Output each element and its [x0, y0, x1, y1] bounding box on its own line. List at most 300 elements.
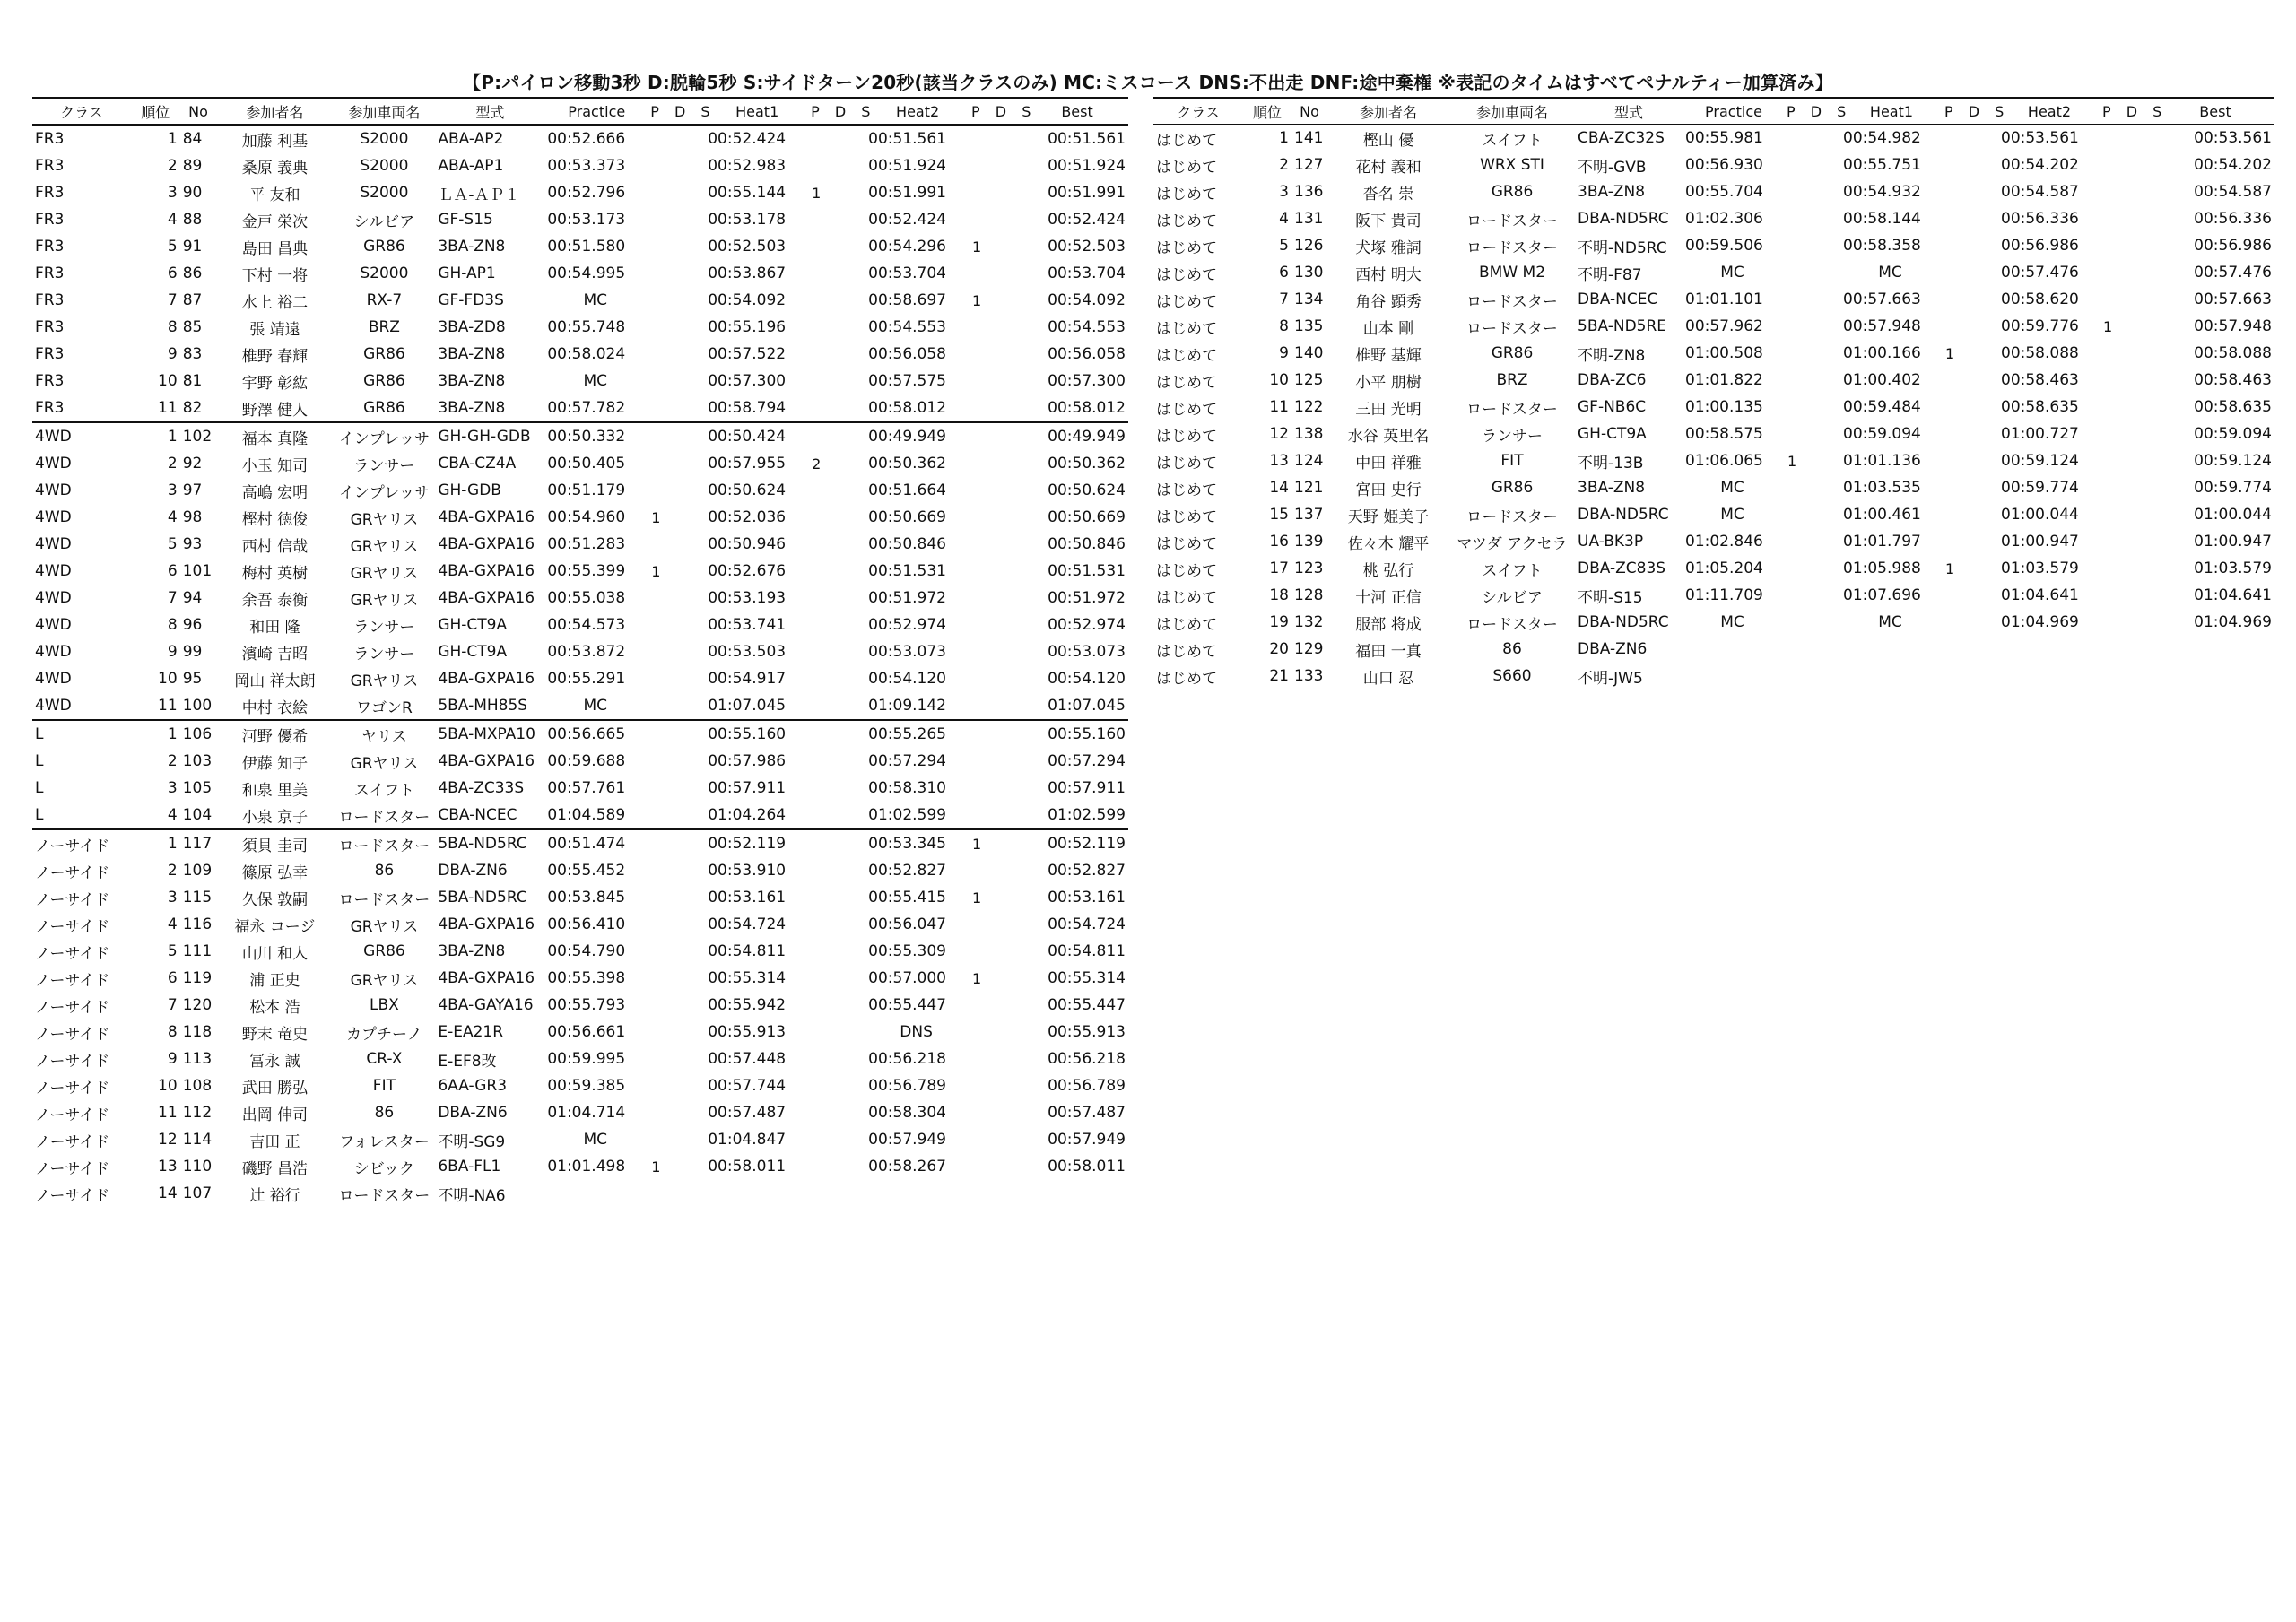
heat1-penalty-cell	[809, 938, 865, 965]
practice-time-cell: 00:55.704	[1685, 183, 1763, 201]
heat1-time-cell: 00:53.867	[708, 265, 787, 282]
model-code-cell: DBA-ZC83S	[1578, 559, 1666, 577]
table-row	[1153, 582, 2274, 609]
heat1-time-cell: 00:53.910	[708, 862, 787, 880]
heat2-penalty-cell	[970, 1072, 1026, 1099]
table-row	[1153, 205, 2274, 232]
best-time-cell: 00:58.635	[2194, 398, 2272, 416]
practice-penalty-cell	[648, 1045, 705, 1072]
header-no: No	[180, 98, 217, 125]
car-number-cell: 125	[1294, 371, 1324, 389]
heat2-time-cell: 00:58.304	[868, 1104, 946, 1122]
driver-name-cell: 樫山 優	[1362, 131, 1414, 150]
heat2-time-cell: 00:56.218	[868, 1050, 946, 1068]
driver-name-cell: 須貝 圭司	[216, 829, 333, 857]
practice-time-cell	[1683, 663, 1785, 690]
practice-time-cell: 00:56.930	[1685, 156, 1763, 174]
driver-name-cell: 十河 正信	[1355, 588, 1422, 607]
heat2-penalty-cell	[970, 720, 1026, 748]
car-name-cell: 86	[374, 1104, 395, 1122]
heat2-time-cell: 00:54.296	[868, 238, 946, 256]
class-cell: L	[35, 752, 44, 770]
practice-penalty-cell	[1785, 609, 1840, 636]
heat1-time-cell: 00:50.424	[705, 422, 809, 450]
table-row	[32, 395, 1128, 422]
heat2-time-cell: 00:50.362	[868, 455, 946, 473]
car-number-cell: 99	[182, 643, 203, 661]
car-name-cell: GRヤリス	[350, 591, 419, 610]
heat1-time-cell: 00:54.917	[708, 670, 787, 688]
heat1-time-cell: 00:57.948	[1843, 317, 1921, 335]
heat1-penalty-cell	[809, 638, 865, 665]
best-time-cell: 00:51.924	[1048, 157, 1126, 175]
best-time-cell: 00:54.587	[2194, 183, 2272, 201]
driver-name-cell: 桑原 義典	[241, 159, 309, 178]
header-heat1-pds: P D S	[1943, 98, 1998, 125]
best-time-cell: 00:53.161	[1048, 889, 1126, 906]
heat2-penalty-cell: 1	[972, 238, 982, 256]
best-time-cell: 00:53.561	[2194, 129, 2272, 147]
driver-name-cell: 加藤 利基	[216, 125, 333, 152]
rank-cell: 14	[158, 1184, 178, 1202]
heat2-penalty-cell	[2100, 152, 2156, 178]
practice-penalty-cell	[648, 314, 705, 341]
driver-name-cell: 天野 姫美子	[1347, 507, 1430, 526]
car-name-cell: スイフト	[1482, 561, 1543, 580]
driver-name-cell: 犬塚 雅詞	[1355, 239, 1422, 257]
heat2-penalty-cell	[2100, 663, 2156, 690]
driver-name-cell: 野澤 健人	[241, 401, 309, 420]
heat1-time-cell: 01:00.402	[1843, 371, 1921, 389]
table-row	[1153, 178, 2274, 205]
car-name-cell: ワゴンR	[355, 698, 413, 717]
heat1-time-cell: 00:57.522	[708, 345, 787, 363]
heat1-penalty-cell	[1943, 663, 1998, 690]
car-name-cell: ランサー	[1482, 427, 1543, 446]
table-row	[1153, 125, 2274, 152]
model-code-cell: DBA-ND5RC	[1578, 506, 1669, 524]
best-time-cell: 01:00.947	[2194, 533, 2272, 551]
class-cell: はじめて	[1156, 427, 1217, 446]
heat2-penalty-cell	[970, 775, 1026, 802]
class-cell: はじめて	[1156, 346, 1217, 365]
heat1-time-cell	[705, 1180, 809, 1207]
model-code-cell: 4BA-GXPA16	[438, 535, 535, 553]
model-code-cell: 不明-ND5RC	[1578, 239, 1667, 257]
practice-time-cell: 00:55.981	[1685, 129, 1763, 147]
class-cell: ノーサイド	[35, 1132, 110, 1151]
heat1-penalty-cell	[809, 206, 865, 233]
car-name-cell: ランサー	[353, 645, 415, 664]
car-number-cell: 109	[182, 862, 213, 880]
practice-penalty-cell	[1785, 555, 1840, 582]
heat2-penalty-cell	[2100, 636, 2156, 663]
car-number-cell: 112	[182, 1104, 213, 1122]
header-heat1: Heat1	[705, 98, 809, 125]
best-time-cell: 00:54.202	[2194, 156, 2272, 174]
rank-cell: 1	[131, 125, 180, 152]
class-cell: はじめて	[1156, 373, 1217, 392]
best-time-cell: 00:58.011	[1048, 1158, 1126, 1175]
rank-cell: 5	[167, 535, 178, 553]
table-row	[32, 531, 1128, 558]
heat1-time-cell: 00:55.942	[708, 996, 787, 1014]
car-number-cell: 89	[182, 157, 203, 175]
car-name-cell: GR86	[363, 399, 405, 417]
heat2-penalty-cell	[970, 802, 1026, 829]
heat1-time-cell: 00:54.982	[1843, 129, 1921, 147]
class-cell: ノーサイド	[35, 998, 110, 1017]
class-cell: はじめて	[1156, 212, 1217, 230]
table-row	[32, 1180, 1128, 1207]
practice-time-cell: MC	[583, 1131, 608, 1149]
header-driver: 参加者名	[216, 98, 333, 125]
practice-time-cell: 00:55.399	[547, 562, 626, 580]
heat1-penalty-cell	[1943, 609, 1998, 636]
practice-time-cell: 01:05.204	[1685, 559, 1763, 577]
practice-penalty-cell: 1	[1787, 452, 1797, 470]
heat2-time-cell: 00:58.310	[868, 779, 946, 797]
car-name-cell: インプレッサ	[333, 422, 435, 450]
car-number-cell: 91	[182, 238, 203, 256]
table-row	[32, 802, 1128, 829]
rank-cell: 8	[167, 1023, 178, 1041]
driver-name-cell: 樫村 徳俊	[241, 510, 309, 529]
driver-name-cell: 平 友和	[249, 186, 300, 204]
practice-penalty-cell: 1	[651, 562, 661, 580]
table-row	[1153, 340, 2274, 367]
car-number-cell: 128	[1294, 586, 1324, 604]
heat1-penalty-cell	[1943, 528, 1998, 555]
practice-time-cell: 00:53.872	[547, 643, 626, 661]
class-cell: はじめて	[1156, 319, 1217, 338]
best-time-cell: 00:57.911	[1048, 779, 1126, 797]
heat2-penalty-cell	[2100, 125, 2156, 152]
heat2-penalty-cell	[2100, 609, 2156, 636]
heat1-time-cell: 00:55.314	[708, 969, 787, 987]
rank-cell: 4	[167, 211, 178, 229]
practice-time-cell: MC	[1720, 506, 1744, 524]
car-name-cell: ロードスター	[338, 890, 430, 909]
model-code-cell: E-EA21R	[438, 1023, 504, 1041]
class-cell: はじめて	[1156, 669, 1217, 688]
rank-cell: 3	[167, 889, 178, 906]
model-code-cell: DBA-ND5RC	[1578, 210, 1669, 228]
practice-penalty-cell	[1785, 178, 1840, 205]
car-number-cell: 140	[1294, 344, 1324, 362]
header-model: 型式	[435, 98, 544, 125]
heat1-time-cell: 00:55.196	[708, 318, 787, 336]
best-time-cell: 00:58.463	[2194, 371, 2272, 389]
model-code-cell: 5BA-MH85S	[438, 697, 528, 715]
best-time-cell: 01:02.599	[1048, 806, 1126, 824]
heat2-time-cell: 00:54.587	[2001, 183, 2079, 201]
class-cell: はじめて	[1156, 131, 1217, 150]
heat2-penalty-cell	[970, 260, 1026, 287]
heat2-time-cell: 00:58.697	[868, 291, 946, 309]
heat2-time-cell: 01:02.599	[868, 806, 946, 824]
heat2-time-cell: 00:50.669	[868, 508, 946, 526]
car-name-cell: FIT	[372, 1077, 396, 1095]
car-name-cell: ロードスター	[1466, 400, 1558, 419]
best-time-cell: 00:55.913	[1048, 1023, 1126, 1041]
car-name-cell: ランサー	[353, 618, 415, 637]
car-name-cell: カプチーノ	[346, 1025, 422, 1044]
practice-time-cell: 00:54.960	[547, 508, 626, 526]
driver-name-cell: 宇野 彰紘	[241, 374, 309, 393]
table-row	[1153, 421, 2274, 447]
model-code-cell: ABA-AP2	[435, 125, 544, 152]
heat1-penalty-cell	[809, 748, 865, 775]
practice-penalty-cell	[648, 152, 705, 179]
table-row	[1153, 501, 2274, 528]
heat2-penalty-cell: 1	[2103, 317, 2113, 335]
car-name-cell: ロードスター	[1466, 239, 1558, 257]
header-practice-pds: P D S	[1785, 98, 1840, 125]
heat1-time-cell: MC	[1878, 264, 1902, 282]
practice-penalty-cell	[648, 477, 705, 504]
model-code-cell: CBA-NCEC	[438, 806, 517, 824]
car-number-cell: 102	[180, 422, 217, 450]
heat1-penalty-cell	[1943, 367, 1998, 394]
driver-name-cell: 三田 光明	[1355, 400, 1422, 419]
model-code-cell: DBA-ZN6	[438, 1104, 508, 1122]
best-time-cell: 00:57.948	[2194, 317, 2272, 335]
class-cell: FR3	[35, 345, 65, 363]
heat1-time-cell: 00:53.161	[708, 889, 787, 906]
class-cell: はじめて	[1156, 561, 1217, 580]
practice-time-cell: 00:52.796	[547, 184, 626, 202]
rank-cell: 2	[167, 862, 178, 880]
heat2-penalty-cell	[970, 206, 1026, 233]
table-row	[32, 585, 1128, 612]
class-cell: はじめて	[1156, 292, 1217, 311]
heat2-penalty-cell	[970, 992, 1026, 1019]
class-cell: ノーサイド	[35, 1079, 110, 1097]
car-number-cell: 124	[1294, 452, 1324, 470]
practice-penalty-cell	[648, 802, 705, 829]
rank-cell: 8	[1279, 317, 1289, 335]
practice-penalty-cell	[648, 422, 705, 450]
best-time-cell: 00:56.336	[2194, 210, 2272, 228]
model-code-cell: GH-CT9A	[438, 616, 508, 634]
heat2-time-cell: 00:56.986	[2001, 237, 2079, 255]
car-number-cell: 83	[182, 345, 203, 363]
class-cell: ノーサイド	[35, 1186, 110, 1205]
heat2-time-cell: 01:04.641	[2001, 586, 2079, 604]
practice-penalty-cell	[1785, 501, 1840, 528]
car-number-cell: 123	[1294, 559, 1324, 577]
model-code-cell: GH-GDB	[438, 481, 501, 499]
table-row	[32, 884, 1128, 911]
rank-cell: 14	[1269, 479, 1289, 497]
practice-time-cell: 00:57.761	[547, 779, 626, 797]
table-row	[32, 1099, 1128, 1126]
rank-cell: 3	[167, 481, 178, 499]
practice-penalty-cell	[1785, 259, 1840, 286]
practice-time-cell: 01:06.065	[1685, 452, 1763, 470]
table-row	[1153, 609, 2274, 636]
heat1-time-cell: 00:53.193	[708, 589, 787, 607]
heat2-time-cell: 00:57.294	[868, 752, 946, 770]
rank-cell: 7	[167, 996, 178, 1014]
car-number-cell: 121	[1294, 479, 1324, 497]
heat1-penalty-cell	[1943, 313, 1998, 340]
table-row	[32, 477, 1128, 504]
class-cell: 4WD	[32, 422, 131, 450]
heat2-penalty-cell	[970, 1153, 1026, 1180]
car-number-cell: 93	[182, 535, 203, 553]
practice-time-cell: MC	[583, 291, 608, 309]
best-time-cell: 00:59.094	[2194, 425, 2272, 443]
heat2-penalty-cell	[970, 395, 1026, 422]
rank-cell: 13	[158, 1158, 178, 1175]
heat1-time-cell: 00:53.741	[708, 616, 787, 634]
heat2-penalty-cell	[970, 531, 1026, 558]
model-code-cell: DBA-ZN6	[438, 862, 508, 880]
heat2-time-cell: 00:49.949	[865, 422, 970, 450]
class-cell: はじめて	[1156, 642, 1217, 661]
practice-penalty-cell	[1785, 367, 1840, 394]
table-row	[32, 368, 1128, 395]
class-cell: ノーサイド	[35, 1025, 110, 1044]
practice-penalty-cell	[648, 720, 705, 748]
model-code-cell: 3BA-ZN8	[438, 345, 506, 363]
practice-time-cell: 01:02.306	[1685, 210, 1763, 228]
rank-cell: 4	[167, 508, 178, 526]
rank-cell: 9	[1279, 344, 1289, 362]
heat2-time-cell: 00:58.463	[2001, 371, 2079, 389]
practice-penalty-cell	[1785, 528, 1840, 555]
class-cell: FR3	[35, 157, 65, 175]
car-number-cell: 103	[182, 752, 213, 770]
best-time-cell: 01:00.044	[2194, 506, 2272, 524]
heat2-time-cell: 00:51.531	[868, 562, 946, 580]
model-code-cell: UA-BK3P	[1578, 533, 1644, 551]
best-time-cell: 00:55.160	[1026, 720, 1128, 748]
heat2-time-cell: 00:59.774	[2001, 479, 2079, 497]
model-code-cell: ＬＡ-ＡＰ１	[438, 186, 520, 204]
rank-cell: 11	[158, 697, 178, 715]
practice-time-cell	[1683, 636, 1785, 663]
car-number-cell: 111	[182, 942, 213, 960]
car-number-cell: 139	[1294, 533, 1324, 551]
car-name-cell: ロードスター	[1466, 319, 1558, 338]
practice-penalty-cell	[648, 531, 705, 558]
results-table-right	[1153, 97, 2274, 690]
rank-cell: 19	[1269, 613, 1289, 631]
practice-penalty-cell	[648, 612, 705, 638]
heat2-penalty-cell	[970, 477, 1026, 504]
rank-cell: 1	[131, 829, 180, 857]
rank-cell: 17	[1269, 559, 1289, 577]
heat1-time-cell: 01:04.847	[708, 1131, 787, 1149]
car-name-cell: インプレッサ	[338, 483, 430, 502]
driver-name-cell: 水上 裕二	[241, 293, 309, 312]
practice-time-cell: 00:50.332	[544, 422, 648, 450]
table-row	[32, 857, 1128, 884]
practice-time-cell: MC	[1720, 264, 1744, 282]
class-cell: 4WD	[35, 508, 72, 526]
driver-name-cell: 岡山 祥太朗	[234, 672, 316, 690]
heat2-penalty-cell	[2100, 528, 2156, 555]
rank-cell: 5	[167, 238, 178, 256]
driver-name-cell: 和泉 里美	[241, 781, 309, 800]
table-row	[32, 179, 1128, 206]
class-cell: 4WD	[35, 589, 72, 607]
heat1-time-cell: 00:57.986	[708, 752, 787, 770]
practice-penalty-cell	[1785, 313, 1840, 340]
driver-name-cell: 西村 明大	[1355, 265, 1422, 284]
model-code-cell: DBA-NCEC	[1578, 291, 1658, 308]
class-cell: L	[35, 806, 44, 824]
best-time-cell: 01:07.045	[1048, 697, 1126, 715]
heat1-time-cell: 00:57.663	[1843, 291, 1921, 308]
model-code-cell: 3BA-ZN8	[438, 238, 506, 256]
best-time-cell: 00:53.073	[1048, 643, 1126, 661]
rank-cell: 2	[167, 157, 178, 175]
car-name-cell: LBX	[370, 996, 399, 1014]
table-row	[32, 775, 1128, 802]
heat2-penalty-cell	[2100, 367, 2156, 394]
heat2-time-cell: 00:55.415	[868, 889, 946, 906]
table-row	[1153, 152, 2274, 178]
practice-penalty-cell	[648, 233, 705, 260]
model-code-cell: 4BA-ZC33S	[438, 779, 525, 797]
table-row	[1153, 663, 2274, 690]
best-time-cell: 00:51.531	[1048, 562, 1126, 580]
best-time-cell: 00:51.561	[1026, 125, 1128, 152]
heat1-penalty-cell: 1	[1945, 344, 1955, 362]
practice-penalty-cell	[1785, 205, 1840, 232]
practice-penalty-cell	[1785, 286, 1840, 313]
driver-name-cell: 山口 忍	[1362, 669, 1414, 688]
best-time-cell: 00:58.088	[2194, 344, 2272, 362]
heat2-time-cell	[865, 1180, 970, 1207]
best-time-cell: 00:54.553	[1048, 318, 1126, 336]
heat1-time-cell: 00:57.487	[708, 1104, 787, 1122]
heat2-time-cell: 00:58.620	[2001, 291, 2079, 308]
class-cell: はじめて	[1156, 588, 1217, 607]
practice-time-cell: 00:51.179	[547, 481, 626, 499]
rank-cell: 3	[167, 184, 178, 202]
model-code-cell: GH-AP1	[438, 265, 496, 282]
heat1-penalty-cell	[1943, 501, 1998, 528]
heat2-penalty-cell	[2100, 394, 2156, 421]
best-time-cell: 00:57.294	[1048, 752, 1126, 770]
driver-name-cell: 濱崎 吉昭	[241, 645, 309, 664]
driver-name-cell: 梅村 英樹	[241, 564, 309, 583]
model-code-cell: 5BA-ND5RC	[438, 889, 527, 906]
heat2-penalty-cell	[970, 1045, 1026, 1072]
car-name-cell: GRヤリス	[350, 537, 419, 556]
rank-cell: 1	[131, 422, 180, 450]
heat1-penalty-cell	[809, 829, 865, 857]
model-code-cell: 5BA-MXPA10	[435, 720, 544, 748]
car-name-cell: RX-7	[366, 291, 403, 309]
practice-time-cell: 00:57.962	[1685, 317, 1763, 335]
model-code-cell: 4BA-GXPA16	[438, 589, 535, 607]
driver-name-cell: 辻 裕行	[249, 1186, 300, 1205]
heat2-penalty-cell	[970, 314, 1026, 341]
heat2-penalty-cell	[970, 938, 1026, 965]
best-time-cell: 00:51.991	[1048, 184, 1126, 202]
class-cell: L	[35, 779, 44, 797]
car-name-cell: ヤリス	[333, 720, 435, 748]
heat1-time-cell: 00:55.751	[1843, 156, 1921, 174]
table-row	[32, 965, 1128, 992]
table-row	[32, 504, 1128, 531]
